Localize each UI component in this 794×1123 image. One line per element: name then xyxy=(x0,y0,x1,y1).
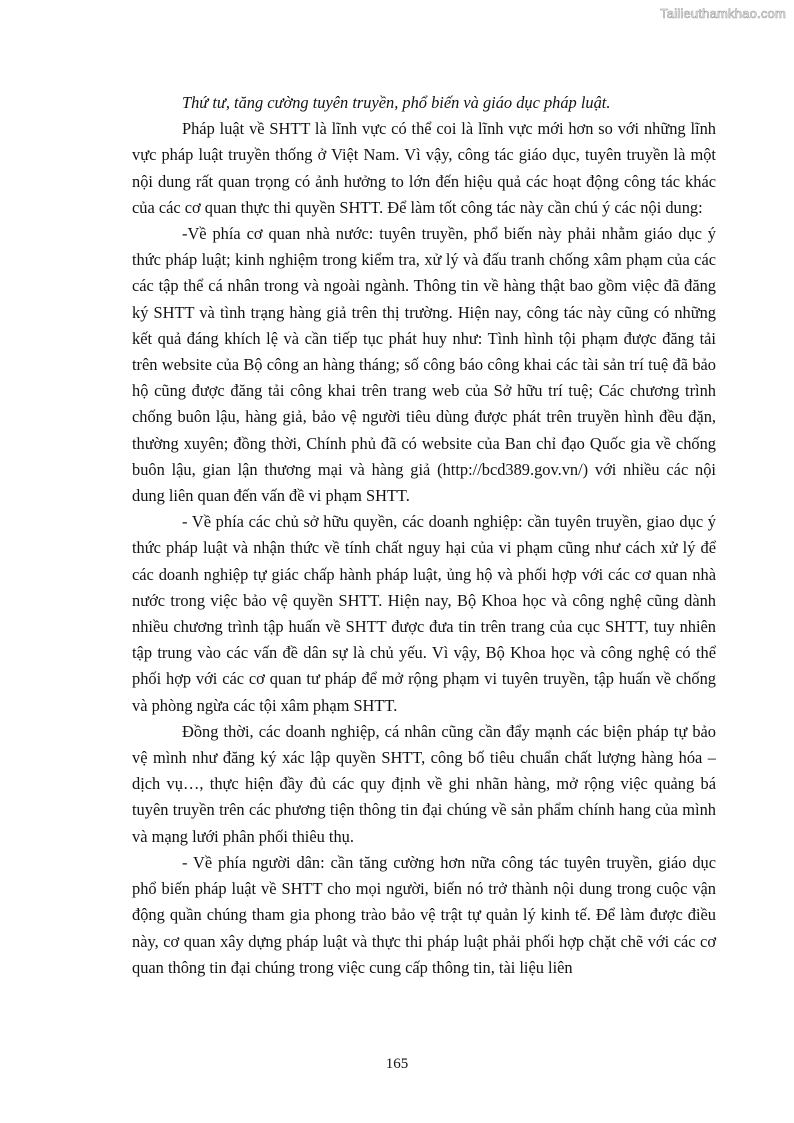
page-number: 165 xyxy=(385,1056,409,1072)
paragraph-rights-holders: - Về phía các chủ sở hữu quyền, các doanh nghiệp: cần tuyên truyền, giao dục ý thức pháp luật và nhận thức về tính chất nguy hại của vi phạm cũng như cách xử lý để các doanh nghiệp tự giác chấp hành pháp luật, ủng hộ và phối hợp với các cơ quan nhà nước trong việc bảo vệ quyền SHTT. Hiện nay, Bộ Khoa học và công nghệ cũng dành nhiều chương trình tập huấn về SHTT được đưa tin trên trang của cục SHTT, tuy nhiên tập trung vào các vấn đề dân sự là chủ yếu. Vì vậy, Bộ Khoa học và công nghệ có thể phối hợp với các cơ quan tư pháp để mở rộng phạm vi tuyên truyền, tập huấn về chống và phòng ngừa các tội xâm phạm SHTT. xyxy=(132,512,716,715)
section-heading: Thứ tư, tăng cường tuyên truyền, phổ biến và giáo dục pháp luật. xyxy=(182,93,611,112)
paragraph-intro: Pháp luật về SHTT là lĩnh vực có thể coi là lĩnh vực mới hơn so với những lĩnh vực pháp luật truyền thống ở Việt Nam. Vì vậy, công tác giáo dục, tuyên truyền là một nội dung rất quan trọng có ảnh hưởng to lớn đến hiệu quả các hoạt động công tác khác của các cơ quan thực thi quyền SHTT. Để làm tốt công tác này cần chú ý các nội dung: xyxy=(132,119,716,217)
paragraph-citizens: - Về phía người dân: cần tăng cường hơn nữa công tác tuyên truyền, giáo dục phổ biến pháp luật về SHTT cho mọi người, biến nó trở thành nội dung trong cuộc vận động quần chúng tham gia phong trào bảo vệ trật tự quản lý kinh tế. Để làm được điều này, cơ quan xây dựng pháp luật và thực thi pháp luật phải phối hợp chặt chẽ với các cơ quan thông tin đại chúng trong việc cung cấp thông tin, tài liệu liên xyxy=(132,852,716,977)
paragraph-businesses: Đồng thời, các doanh nghiệp, cá nhân cũng cần đẩy mạnh các biện pháp tự bảo vệ mình như đăng ký xác lập quyền SHTT, công bố tiêu chuẩn chất lượng hàng hóa – dịch vụ…, thực hiện đầy đủ các quy định về ghi nhãn hàng, mở rộng việc quảng bá tuyên truyền trên các phương tiện thông tin đại chúng về sản phẩm chính hang của mình và mạng lưới phân phối thiêu thụ. xyxy=(132,721,716,846)
paragraph-state-agencies: -Về phía cơ quan nhà nước: tuyên truyền, phổ biến này phải nhằm giáo dục ý thức pháp luật; kinh nghiệm trong kiểm tra, xử lý và đấu tranh chống xâm phạm của các các tập thể cá nhân trong và ngoài ngành. Thông tin về hàng thật bao gồm việc đã đăng ký SHTT và tình trạng hàng giả trên thị trường. Hiện nay, công tác này cũng có những kết quả đáng khích lệ và cần tiếp tục phát huy như: Tình hình tội phạm được đăng tải trên website của Bộ công an hàng tháng; số công báo công khai các tài sản trí tuệ đã bảo hộ cũng được đăng tải công khai trên trang web của Sở hữu trí tuệ; Các chương trình chống buôn lậu, hàng giả, bảo vệ người tiêu dùng được phát trên truyền hình đều đặn, thường xuyên; đồng thời, Chính phủ đã có website của Ban chỉ đạo Quốc gia về chống buôn lậu, gian lận thương mại và hàng giả (http://bcd389.gov.vn/) với nhiều các nội dung liên quan đến vấn đề vi phạm SHTT. xyxy=(132,224,716,506)
watermark: Tailieuthamkhao.com xyxy=(660,6,786,21)
page-body xyxy=(132,90,716,981)
